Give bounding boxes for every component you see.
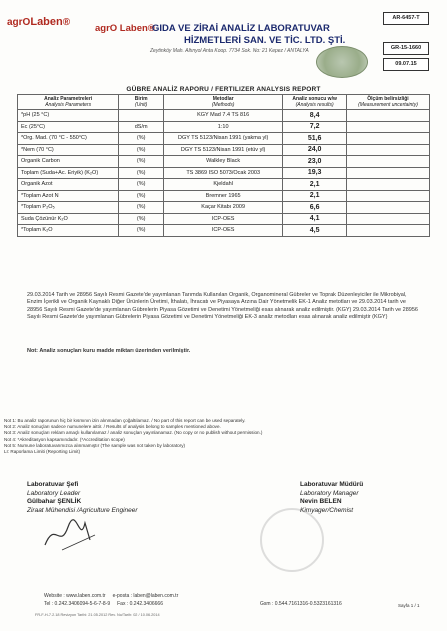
- col-header-unit: Birim (Unit): [119, 95, 164, 110]
- page-number: Sayfa 1 / 1: [398, 603, 420, 608]
- company-name-line2: HİZMETLERİ SAN. VE TİC. LTD. ŞTİ.: [184, 35, 346, 46]
- uncertainty-cell: [346, 179, 429, 191]
- signer-name: Gülbahar ŞENLİK: [27, 498, 82, 505]
- footnote: Not 3: Analiz sonuçları reklam amaçlı kullanılamaz / analiz sonuçları yayınlanamaz. (No copy or no publish without permission.): [4, 430, 263, 436]
- report-number-box: AR-6457-T: [383, 12, 429, 25]
- method-cell: KGY Mad 7.4 TS 816: [164, 110, 283, 122]
- footer-website[interactable]: Website : www.laben.com.tr: [44, 593, 106, 599]
- results-table: [17, 94, 430, 237]
- method-cell: DGY TS 5123/Nisan 1991 (yakma yl): [164, 133, 283, 145]
- uncertainty-cell: [346, 133, 429, 145]
- result-cell: 8,4: [283, 110, 347, 122]
- table-row: [18, 156, 430, 168]
- unit-cell: (%): [119, 179, 164, 191]
- footer-tel: Tel : 0.242.3406094-5-6-7-8-9: [44, 601, 111, 607]
- table-row: [18, 202, 430, 214]
- method-cell: ICP-OES: [164, 213, 283, 225]
- result-cell: 2,1: [283, 179, 347, 191]
- table-row: [18, 133, 430, 145]
- parameter-cell: Organik Carbon: [18, 156, 119, 168]
- signer-name: Nevin BELEN: [300, 498, 342, 505]
- table-row: [18, 110, 430, 122]
- table-row: [18, 144, 430, 156]
- result-cell: 2,1: [283, 190, 347, 202]
- col-header-parameter: Analiz Parametreleri Analysis Parameters: [18, 95, 119, 110]
- parameter-cell: *Toplam Azot N: [18, 190, 119, 202]
- table-row: [18, 179, 430, 191]
- signature-block-right: [300, 481, 363, 515]
- parameter-cell: *Nem (70 °C): [18, 144, 119, 156]
- footnote: Not 4: *Akreditasyon kapsamındadır. (*Accreditation scope): [4, 436, 125, 442]
- uncertainty-cell: [346, 225, 429, 237]
- parameter-cell: *pH (25 °C): [18, 110, 119, 122]
- method-cell: Kjeldahl: [164, 179, 283, 191]
- company-logo: agrOLaben®: [7, 16, 71, 28]
- parameter-cell: Ec (25°C): [18, 121, 119, 133]
- sample-number-box: GR-15-1660: [383, 42, 429, 55]
- method-cell: 1:10: [164, 121, 283, 133]
- unit-cell: (%): [119, 190, 164, 202]
- method-cell: DGY TS 5123/Nisan 1991 (etüv yl): [164, 144, 283, 156]
- footer-fax: Fax : 0.242.3406666: [117, 601, 163, 607]
- result-cell: 23,0: [283, 156, 347, 168]
- handwritten-signature-icon: [40, 515, 100, 555]
- footnote: Not 1: Bu analiz raporunun hiç bir kısmının izin alınmadan çoğaltılamaz. / No part of this report can be used separately.: [4, 418, 246, 423]
- parameter-cell: *Toplam P₂O₅: [18, 202, 119, 214]
- method-cell: Walkley Black: [164, 156, 283, 168]
- form-code: FR-F-H-7.2.18 Revizyon Tarihi: 21.05.2012 Rev. No/Tarih: 02 / 10.06.2014: [35, 613, 160, 617]
- parameter-cell: Organik Azot: [18, 179, 119, 191]
- table-row: [18, 121, 430, 133]
- method-cell: Kaçar Kitabı 2009: [164, 202, 283, 214]
- footer-gsm: Gsm : 0.544.7161316-0.5323161316: [260, 601, 342, 607]
- report-title: GÜBRE ANALİZ RAPORU / FERTILIZER ANALYSIS REPORT: [126, 86, 321, 93]
- result-cell: 7,2: [283, 121, 347, 133]
- uncertainty-cell: [346, 190, 429, 202]
- uncertainty-cell: [346, 202, 429, 214]
- header-brand: agrO Laben®: [95, 23, 155, 34]
- table-body: [18, 110, 430, 237]
- uncertainty-cell: [346, 167, 429, 179]
- signer-title: Laboratuvar Müdürü: [300, 481, 364, 488]
- uncertainty-cell: [346, 121, 429, 133]
- result-cell: 4,1: [283, 213, 347, 225]
- official-stamp-icon: [260, 508, 324, 572]
- unit-cell: (%): [119, 133, 164, 145]
- result-cell: 19,3: [283, 167, 347, 179]
- table-row: [18, 213, 430, 225]
- unit-cell: (%): [119, 213, 164, 225]
- signer-role: Kimyager/Chemist: [300, 506, 354, 514]
- unit-cell: (%): [119, 167, 164, 179]
- unit-cell: dS/m: [119, 121, 164, 133]
- company-name-line1: GIDA VE ZİRAİ ANALİZ LABORATUVAR: [152, 23, 330, 34]
- footnote: LI: Raporlama Limiti (Reporting Limit): [4, 449, 81, 455]
- unit-cell: (%): [119, 202, 164, 214]
- company-address: Zeytinköy Mah. Altınyol Anta Koop. 7734 Sok. No: 21 Kepez / ANTALYA: [150, 48, 309, 54]
- unit-cell: [119, 110, 164, 122]
- dry-matter-note: Not: Analiz sonuçları kuru madde miktarı üzerinden verilmiştir.: [27, 348, 191, 354]
- uncertainty-cell: [346, 156, 429, 168]
- result-cell: 6,6: [283, 202, 347, 214]
- uncertainty-cell: [346, 144, 429, 156]
- result-cell: 24,0: [283, 144, 347, 156]
- parameter-cell: Toplam (Suda+Ac. Eriyik) (K₂O): [18, 167, 119, 179]
- method-cell: TS 3869 ISO 5073/Ocak 2003: [164, 167, 283, 179]
- col-header-uncertainty: Ölçüm belirsizliği (Measurement uncertainty): [346, 95, 429, 110]
- report-date-box: 09.07.15: [383, 58, 429, 71]
- col-header-method: Metodlar (Methods): [164, 95, 283, 110]
- footer-email[interactable]: e-posta : laben@laben.com.tr: [112, 593, 179, 599]
- signer-role: Ziraat Mühendisi /Agriculture Engineer: [27, 506, 138, 514]
- unit-cell: (%): [119, 225, 164, 237]
- footnote: Not 5: Numune laboratuvarımızca alınmamıştır (The sample was not taken by laboratory): [4, 442, 186, 448]
- parameter-cell: *Toplam K₂O: [18, 225, 119, 237]
- signer-title-en: Laboratory Manager: [300, 489, 359, 497]
- unit-cell: (%): [119, 156, 164, 168]
- footer-line1: [44, 593, 344, 599]
- table-header-row: [18, 95, 430, 110]
- accreditation-seal-icon: [316, 46, 368, 78]
- parameter-cell: *Org. Mad. (70 °C - 550°C): [18, 133, 119, 145]
- footnote: Not 2: Analiz sonuçları sadece numunelere aittir. / Results of analysis belong to samples mentioned above.: [4, 424, 221, 430]
- unit-cell: (%): [119, 144, 164, 156]
- col-header-result: Analiz sonucu w/w (Analysis results): [283, 95, 347, 110]
- method-cell: Bremner 1965: [164, 190, 283, 202]
- regulation-paragraph: 29.03.2014 Tarih ve 28956 Sayılı Resmi Gazete'de yayımlanan Tarımda Kullanılan Organik, Organomineral Gübreler ve Toprak Düzenleyiciler ile Mikrobiyal, Enzim İçerikli ve Organik Kaynaklı Diğer Ürünlerin Üretimi, İthalatı, İhracatı ve Piyasaya Arzına Dair Yönetmelik EK-1 Analiz metotları ve 29.03.2014 tarih ve 28956 Sayılı Resmi Gazete'de yayımlanan Gübrelerin Piyasa Gözetimi ve Denetimi Yönetmeliği esas alınarak analiz edilmiştir. (KGY) 29.03.2014 Tarih ve 28956 Sayılı Resmi Gazete'de yayımlanan Gübrelerin Piyasa Gözetimi ve Denetimi Yönetmeliği EK-3 analiz metodları esas alınarak analiz edilmiştir (KGY): [27, 292, 418, 321]
- table-row: [18, 225, 430, 237]
- result-cell: 4,5: [283, 225, 347, 237]
- table-row: [18, 190, 430, 202]
- signer-title: Laboratuvar Şefi: [27, 481, 79, 488]
- table-row: [18, 167, 430, 179]
- signature-block-left: [27, 481, 138, 515]
- uncertainty-cell: [346, 213, 429, 225]
- method-cell: ICP-OES: [164, 225, 283, 237]
- result-cell: 51,6: [283, 133, 347, 145]
- signer-title-en: Laboratory Leader: [27, 489, 81, 497]
- parameter-cell: Suda Çözünür K₂O: [18, 213, 119, 225]
- uncertainty-cell: [346, 110, 429, 122]
- footnotes: [4, 418, 444, 455]
